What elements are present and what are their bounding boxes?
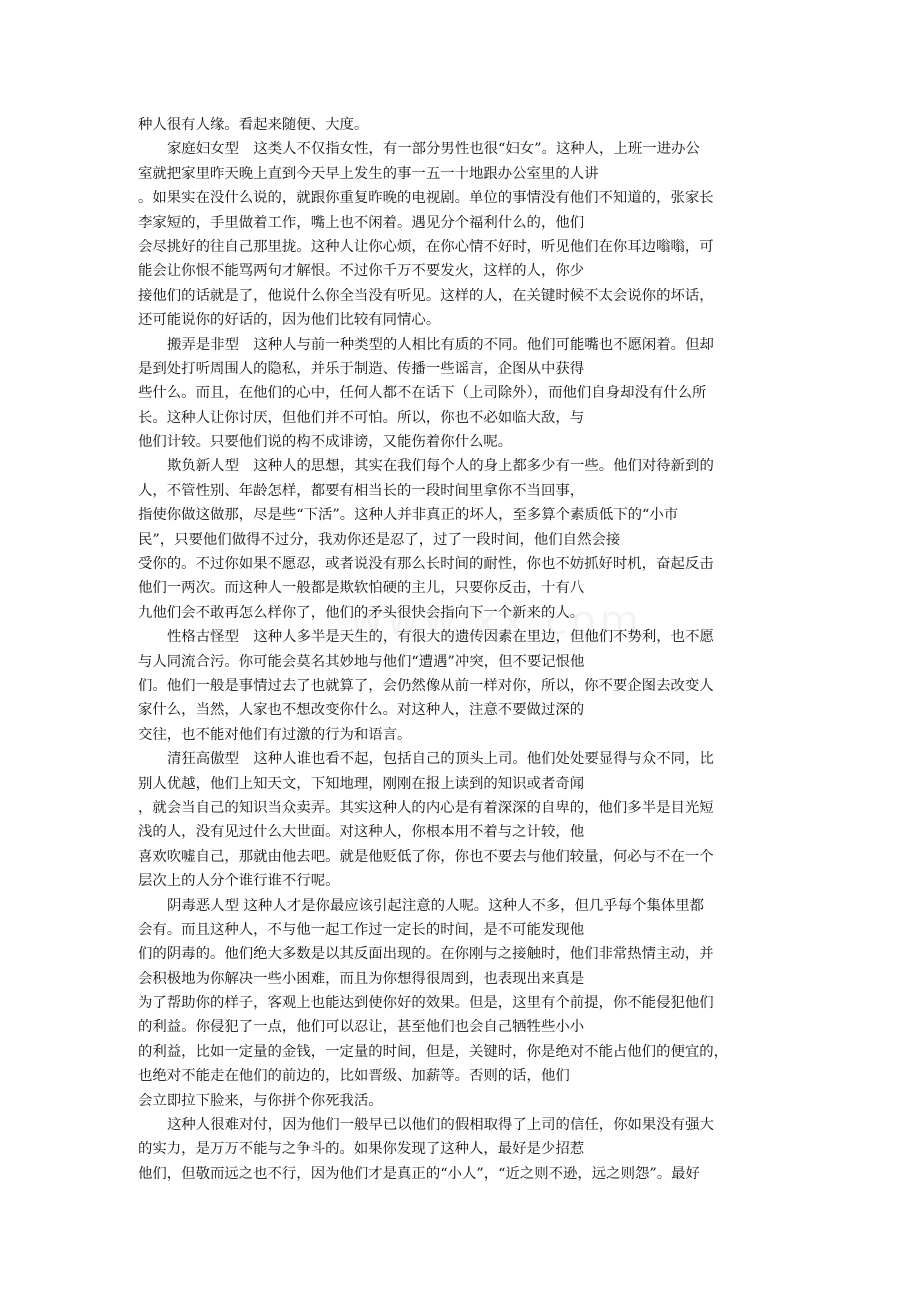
text-line: 些什么。而且，在他们的心中，任何人都不在话下（上司除外），而他们自身却没有什么所 <box>138 385 707 402</box>
text-line: 的利益，比如一定量的金钱，一定量的时间，但是，关键时，你是绝对不能占他们的便宜的， <box>138 1043 729 1060</box>
text-line: 浅的人，没有见过什么大世面。对这种人，你根本用不着与之计较，他 <box>138 824 585 841</box>
text-line: 还可能说你的好话的，因为他们比较有同情心。 <box>138 312 441 329</box>
text-line: 他们计较。只要他们说的构不成诽谤，又能伤着你什么呢。 <box>138 434 513 451</box>
paragraph-start-bully-newcomer-type: 欺负新人型 这种人的思想，其实在我们每个人的身上都多少有一些。他们对待新到的 <box>167 458 714 475</box>
text-line: 能会让你恨不能骂两句才解恨。不过你千万不要发火，这样的人，你少 <box>138 263 585 280</box>
text-line: 李家短的，手里做着工作，嘴上也不闲着。遇见分个福利什么的，他们 <box>138 214 585 231</box>
text-line: 他们一两次。而这种人一般都是欺软怕硬的主儿，只要你反击，十有八 <box>138 580 585 597</box>
text-line: 室就把家里昨天晚上直到今天早上发生的事一五一十地跟办公室里的人讲 <box>138 165 599 182</box>
watermark <box>350 598 643 644</box>
paragraph-start-housewife-type: 家庭妇女型 这类人不仅指女性，有一部分男性也很“妇女”。这种人，上班一进办公 <box>167 141 700 158</box>
text-line: 的实力，是万万不能与之争斗的。如果你发现了这种人，最好是少招惹 <box>138 1141 585 1158</box>
paragraph-start-gossip-type: 搬弄是非型 这种人与前一种类型的人相比有质的不同。他们可能嘴也不愿闲着。但却 <box>167 336 714 353</box>
text-line: 会有。而且这种人，不与他一起工作过一定长的时间，是不可能发现他 <box>138 921 585 938</box>
text-line: 他们，但敬而远之也不行，因为他们才是真正的“小人”，“近之则不逊，远之则怨”。最好 <box>138 1165 700 1182</box>
text-line: ，就会当自己的知识当众卖弄。其实这种人的内心是有着深深的自卑的，他们多半是目光短 <box>138 799 714 816</box>
paragraph-start-vicious-type: 阴毒恶人型 这种人才是你最应该引起注意的人呢。这种人不多，但几乎每个集体里都 <box>167 897 705 914</box>
text-line: 的利益。你侵犯了一点，他们可以忍让，甚至他们也会自己牺牲些小小 <box>138 1019 585 1036</box>
text-line: 为了帮助你的样子，客观上也能达到使你好的效果。但是，这里有个前提，你不能侵犯他们 <box>138 995 714 1012</box>
text-line: 九他们会不敢再怎么样你了，他们的矛头很快会指向下一个新来的人。 <box>138 604 585 621</box>
text-line: 种人很有人缘。看起来随便、大度。 <box>138 117 369 133</box>
text-line: 。如果实在没什么说的，就跟你重复昨晚的电视剧。单位的事情没有他们不知道的，张家长 <box>138 190 714 207</box>
text-line: 交往，也不能对他们有过激的行为和语言。 <box>138 726 412 743</box>
text-line: 们。他们一般是事情过去了也就算了，会仍然像从前一样对你，所以，你不要企图去改变人 <box>138 677 714 694</box>
text-line: 接他们的话就是了，他说什么你全当没有听见。这样的人，在关键时候不太会说你的坏话， <box>138 287 714 304</box>
document-page <box>138 113 786 1186</box>
text-line: 们的阴毒的。他们绝大多数是以其反面出现的。在你刚与之接触时，他们非常热情主动，并 <box>138 946 714 963</box>
text-line: 人，不管性别、年龄怎样，都要有相当长的一段时间里拿你不当回事， <box>138 482 585 499</box>
paragraph-start-arrogant-type: 清狂高傲型 这种人谁也看不起，包括自己的顶头上司。他们处处要显得与众不同，比 <box>167 751 714 768</box>
text-line: 长。这种人让你讨厌，但他们并不可怕。所以，你也不必如临大敌，与 <box>138 409 585 426</box>
text-line: 会尽挑好的往自己那里拢。这种人让你心烦，在你心情不好时，听见他们在你耳边嗡嗡，可 <box>138 238 714 255</box>
text-line: 喜欢吹嘘自己，那就由他去吧。就是他贬低了你，你也不要去与他们较量，何必与不在一个 <box>138 848 714 865</box>
text-line: 层次上的人分个谁行谁不行呢。 <box>138 873 340 890</box>
text-line: 指使你做这做那，尽是些“下活”。这种人并非真正的坏人，至多算个素质低下的“小市 <box>138 507 679 524</box>
text-line: 与人同流合污。你可能会莫名其妙地与他们“遭遇”冲突，但不要记恨他 <box>138 653 585 670</box>
paragraph-start-advice: 这种人很难对付，因为他们一般早已以他们的假相取得了上司的信任，你如果没有强大 <box>167 1117 714 1134</box>
text-line: 会立即拉下脸来，与你拼个你死我活。 <box>138 1092 383 1109</box>
text-line: 是到处打听周围人的隐私，并乐于制造、传播一些谣言，企图从中获得 <box>138 360 585 377</box>
text-line: 受你的。不过你如果不愿忍，或者说没有那么长时间的耐性，你也不妨抓好时机，奋起反击 <box>138 556 714 573</box>
text-line: 别人优越，他们上知天文，下知地理，刚刚在报上读到的知识或者奇闻 <box>138 775 585 792</box>
text-line: 也绝对不能走在他们的前边的，比如晋级、加薪等。否则的话，他们 <box>138 1068 570 1085</box>
text-line: 民”，只要他们做得不过分，我劝你还是忍了，过了一段时间，他们自然会接 <box>138 531 621 548</box>
text-line: 家什么，当然，人家也不想改变你什么。对这种人，注意不要做过深的 <box>138 702 585 719</box>
paragraph-start-eccentric-type: 性格古怪型 这种人多半是天生的，有很大的遗传因素在里边，但他们不势利，也不愿 <box>167 629 714 646</box>
text-line: 会积极地为你解决一些小困难，而且为你想得很周到，也表现出来真是 <box>138 970 585 987</box>
